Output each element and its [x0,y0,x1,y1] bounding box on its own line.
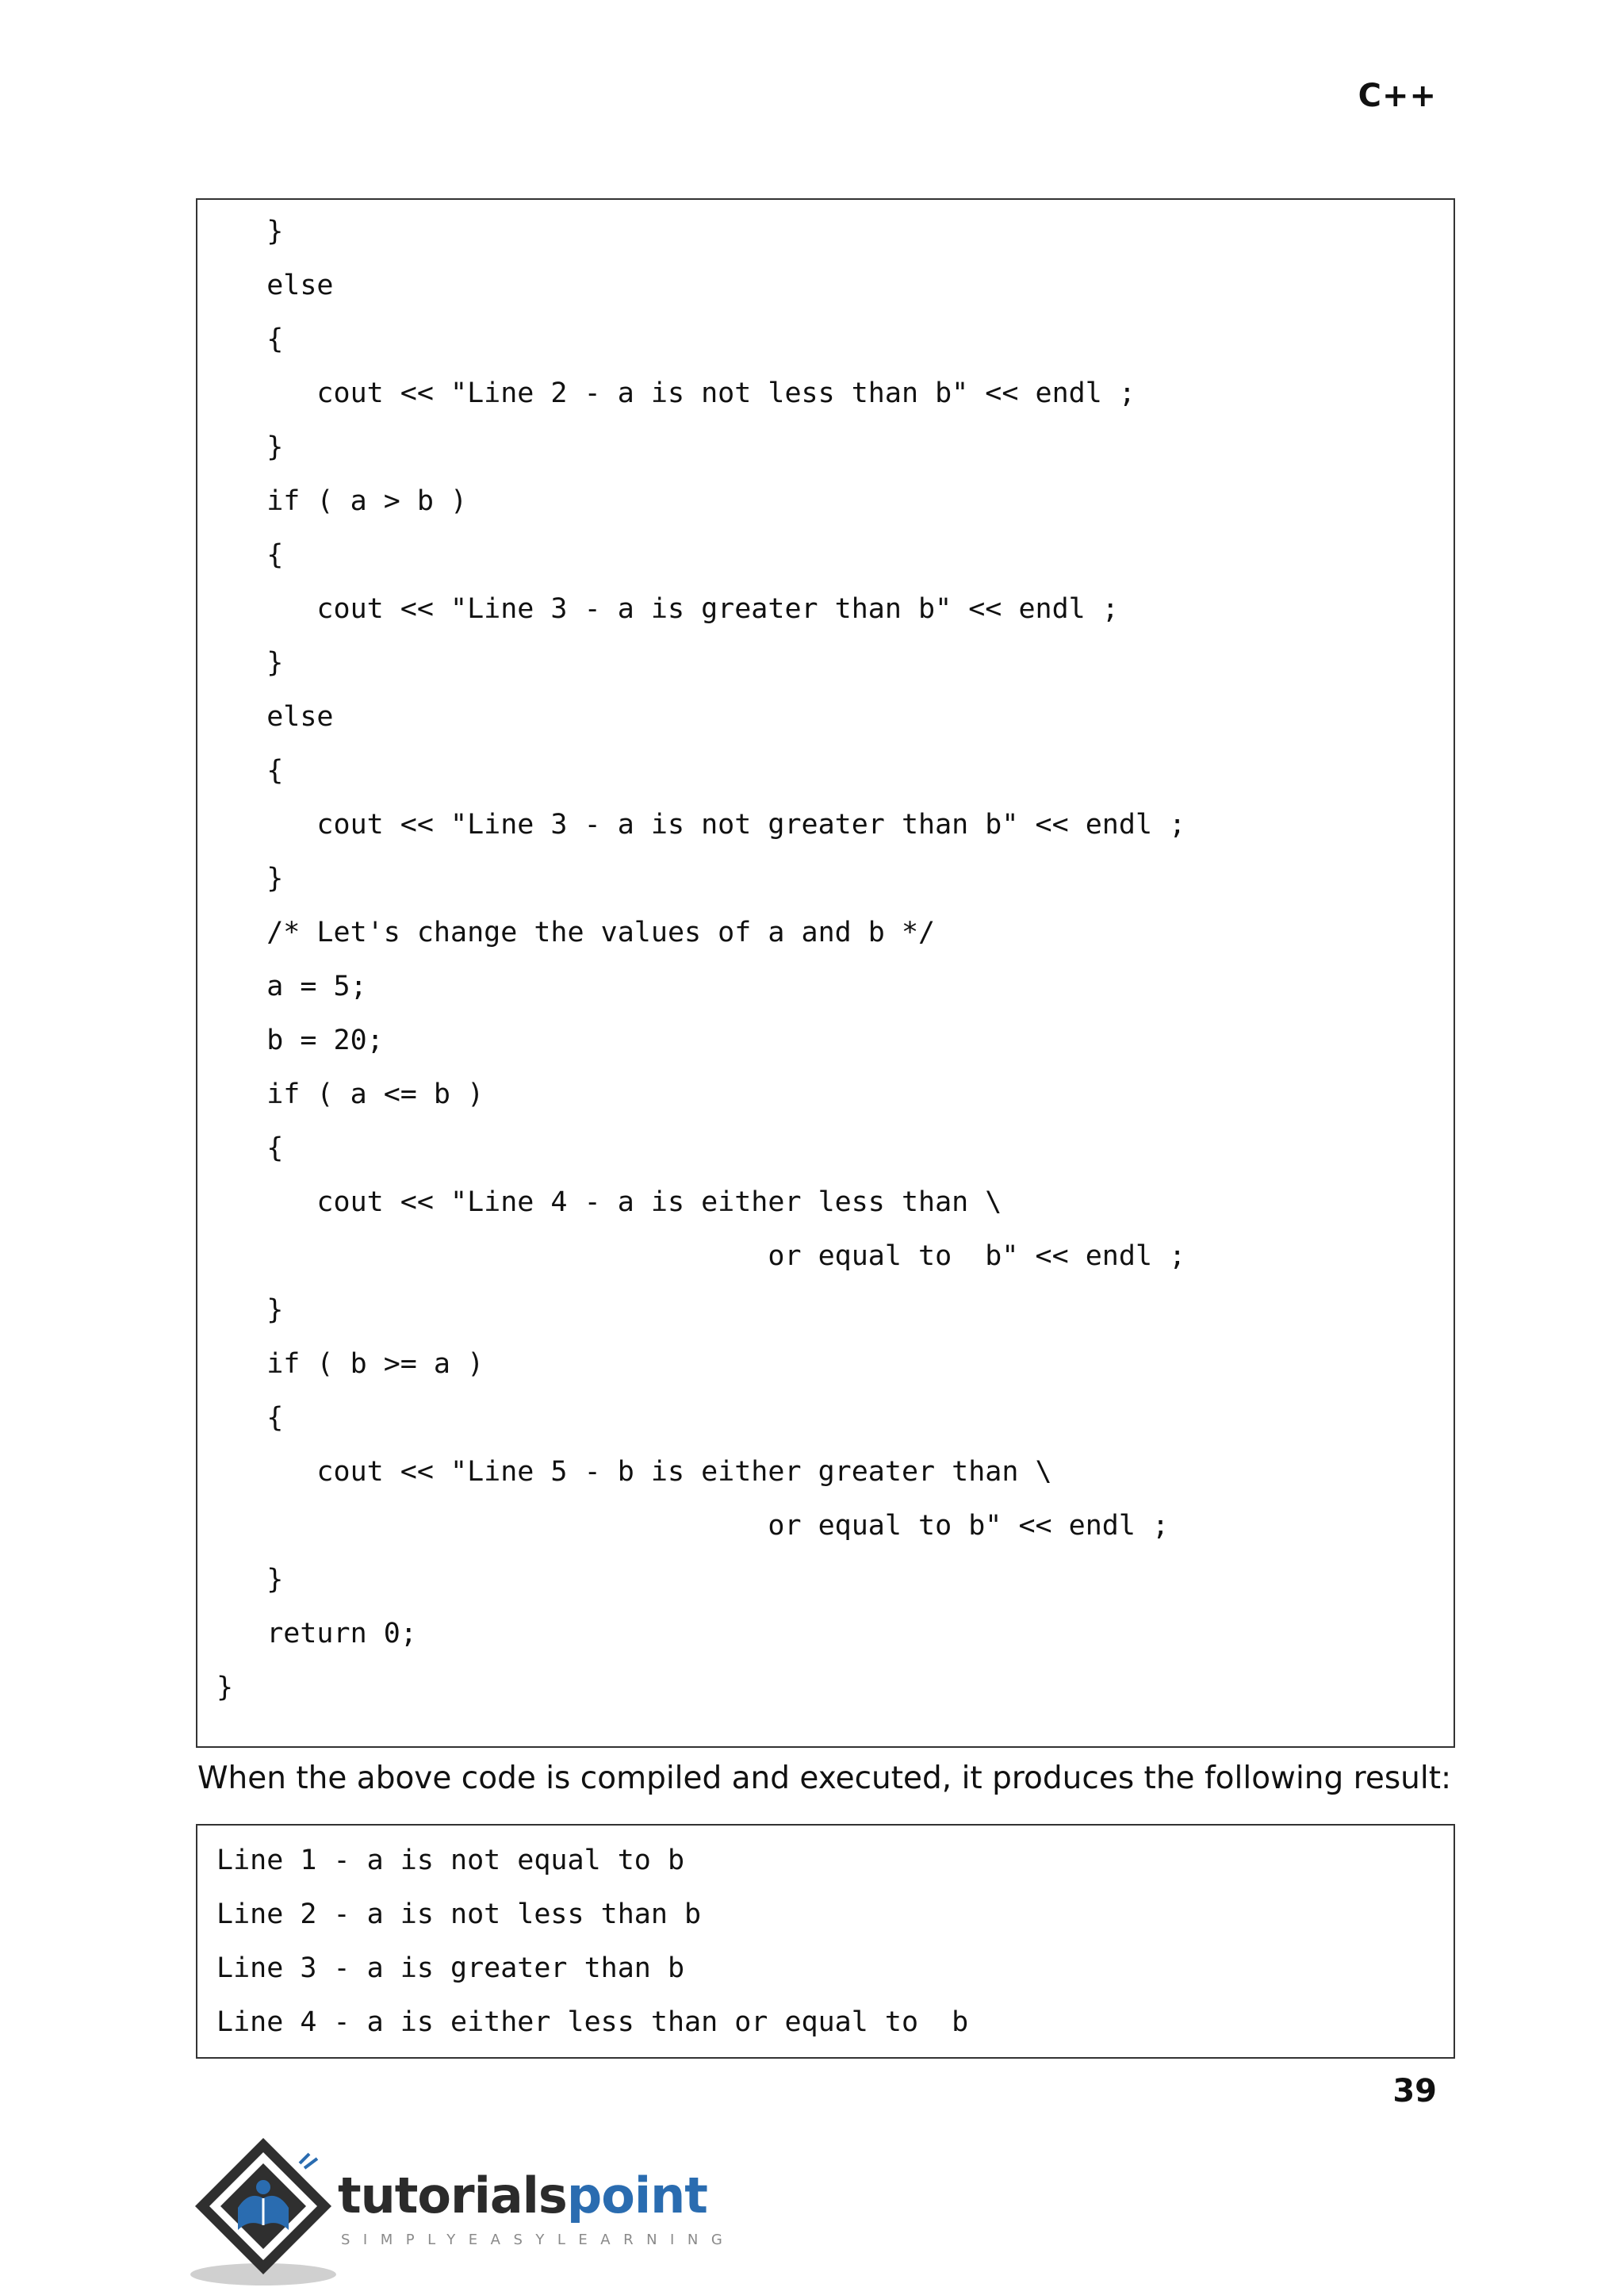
code-listing-box [196,198,1455,1748]
code-line: if ( a > b ) [216,485,468,517]
code-line: return 0; [216,1618,417,1649]
code-line: b = 20; [216,1025,384,1056]
logo-word-tutorials: tutorials [338,2167,567,2224]
output-listing-box [196,1824,1455,2059]
logo-diamond-icon [190,2132,341,2290]
code-line: } [216,1564,284,1596]
output-line: Line 3 - a is greater than b [216,1952,685,1984]
page-number: 39 [1392,2073,1437,2109]
code-line: { [216,1132,284,1164]
output-line: Line 4 - a is either less than or equal to b [216,2006,969,2038]
code-line: { [216,755,284,787]
code-line: if ( b >= a ) [216,1348,485,1380]
code-line: } [216,1294,284,1326]
code-line: or equal to b" << endl ; [216,1240,1186,1272]
code-line: or equal to b" << endl ; [216,1510,1170,1542]
code-line: cout << "Line 5 - b is either greater than \ [216,1456,1052,1488]
output-line: Line 2 - a is not less than b [216,1898,702,1930]
tutorialspoint-logo [190,2132,736,2290]
logo-word-point: point [566,2167,707,2224]
code-line: { [216,539,284,571]
code-line: cout << "Line 3 - a is not greater than b" << endl ; [216,809,1186,841]
code-line: } [216,431,284,463]
logo-wordmark [338,2167,707,2224]
code-line: { [216,324,284,355]
code-line: a = 5; [216,971,367,1002]
code-line: cout << "Line 2 - a is not less than b" << endl ; [216,377,1136,409]
code-line: } [216,647,284,679]
code-line: if ( a <= b ) [216,1079,485,1110]
output-line: Line 1 - a is not equal to b [216,1845,685,1876]
code-line: cout << "Line 4 - a is either less than \ [216,1186,1002,1218]
logo-tagline: SIMPLYEASYLEARNING [341,2232,736,2248]
code-line: } [216,1672,234,1703]
code-line: } [216,863,284,895]
code-line: { [216,1402,284,1434]
code-line: /* Let's change the values of a and b */ [216,917,936,948]
code-line: else [216,701,334,733]
code-line: } [216,216,284,247]
page-header-title: C++ [1358,78,1437,114]
result-intro-text: When the above code is compiled and executed, it produces the following result: [197,1761,1452,1796]
code-line: else [216,270,334,301]
code-line: cout << "Line 3 - a is greater than b" << endl ; [216,593,1119,625]
